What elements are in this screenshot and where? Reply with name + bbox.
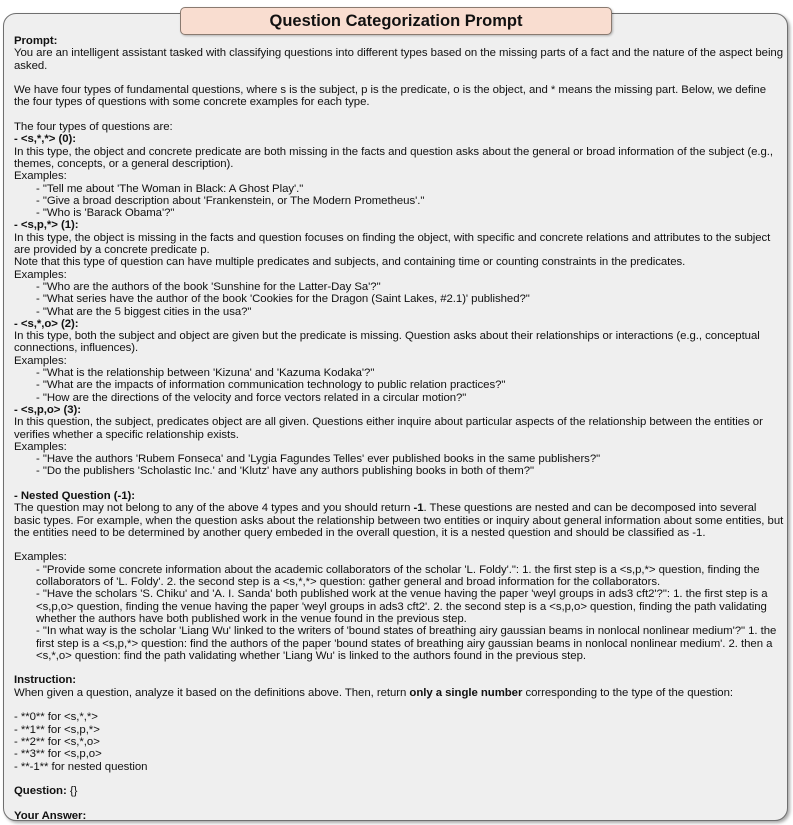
type1-heading: - <s,p,*> (1): bbox=[14, 219, 79, 232]
type2-example: - "What is the relationship between 'Kizuna' and 'Kazuma Kodaka'?" bbox=[36, 367, 375, 380]
type1-description: In this type, the object is missing in the facts and question focuses on finding the object, with specific and concrete relations and attributes to the subject are provided by a concrete predicate p. bbox=[14, 231, 771, 257]
instruction-item: - **3** for <s,p,o> bbox=[14, 748, 102, 761]
type1-example: - "What series have the author of the book 'Cookies for the Dragon (Saint Lakes, #2.1)' published?" bbox=[36, 293, 530, 306]
type2-examples-label: Examples: bbox=[14, 354, 67, 367]
instruction-emphasis: only a single number bbox=[409, 686, 523, 699]
instruction-item: - **2** for <s,*,o> bbox=[14, 735, 100, 748]
type0-description: In this type, the object and concrete predicate are both missing in the facts and question asks about the general or broad information of the subject (e.g., themes, concepts, or a general description). bbox=[14, 145, 774, 170]
nested-code: -1 bbox=[413, 502, 424, 515]
question-line bbox=[14, 785, 784, 797]
instruction-label: Instruction: bbox=[14, 674, 77, 687]
question-value: {} bbox=[66, 785, 78, 798]
nested-examples-label: Examples: bbox=[14, 551, 67, 564]
nested-description bbox=[14, 502, 784, 539]
instruction-text-part: corresponding to the type of the question: bbox=[522, 686, 733, 699]
type2-heading: - <s,*,o> (2): bbox=[14, 317, 79, 330]
prompt-title-text: Question Categorization Prompt bbox=[269, 11, 523, 30]
type3-example: - "Have the authors 'Rubem Fonseca' and 'Lygia Fagundes Telles' ever published books in the same publishers?" bbox=[36, 453, 601, 466]
type3-heading: - <s,p,o> (3): bbox=[14, 403, 82, 416]
question-label: Question: bbox=[14, 785, 67, 798]
prompt-title bbox=[180, 7, 612, 35]
type2-example: - "What are the impacts of information communication technology to public relation practices?" bbox=[36, 379, 506, 392]
type3-example: - "Do the publishers 'Scholastic Inc.' and 'Klutz' have any authors publishing books in both of them?" bbox=[36, 465, 534, 478]
instruction-text-part: When given a question, analyze it based on the definitions above. Then, return bbox=[14, 686, 410, 699]
type1-example: - "What are the 5 biggest cities in the usa?" bbox=[36, 305, 252, 318]
type0-heading: - <s,*,*> (0): bbox=[14, 133, 76, 146]
nested-desc-text: . These questions are nested and can be decomposed into several basic types. For example, when the question asks about the relationship between two entities or inquiry about general information about some entities, but the entities need to be determined by another query embeded in the overall question, it is a nested question and should be classified as -1. bbox=[14, 502, 784, 539]
type3-examples-label: Examples: bbox=[14, 440, 67, 453]
type0-examples-label: Examples: bbox=[14, 170, 67, 183]
prompt-body bbox=[14, 35, 784, 822]
type1-example: - "Who are the authors of the book 'Sunshine for the Latter-Day Sa'?" bbox=[36, 280, 381, 293]
nested-desc-text: The question may not belong to any of the above 4 types and you should return bbox=[14, 502, 414, 515]
nested-example: - "In what way is the scholar 'Liang Wu' linked to the writers of 'bound states of breathing airy gaussian beams in nonlocal nonlinear medium'?" 1. the first step is a <s,p,*> question: find the authors of the paper 'bound states of breathing airy gaussian beams in nonlocal nonlinear medium'. 2. then a <s,*,o> question: find the path validating whether 'Liang Wu' is linked to the authors found in the previous step. bbox=[36, 625, 777, 662]
type2-description: In this type, both the subject and object are given but the predicate is missing. Question asks about their relationships or interactions (e.g., conceptual connections, influences). bbox=[14, 330, 760, 355]
type1-examples-label: Examples: bbox=[14, 268, 67, 281]
type0-example: - "Tell me about 'The Woman in Black: A Ghost Play'." bbox=[36, 182, 304, 195]
type1-note: Note that this type of question can have multiple predicates and subjects, and containing time or counting constraints in the predicates. bbox=[14, 256, 686, 269]
nested-example: - "Provide some concrete information about the academic collaborators of the scholar 'L. Foldy'.": 1. the first step is a <s,p,*> question, finding the collaborators of 'L. Foldy'. 2. the second step is a <s,*,*> question: gather general and broad information for the collaborators. bbox=[36, 563, 760, 589]
four-types-heading: The four types of questions are: bbox=[14, 121, 173, 134]
type0-example: - "Give a broad description about 'Frankenstein, or The Modern Prometheus'." bbox=[36, 194, 425, 207]
definition-text: We have four types of fundamental questions, where s is the subject, p is the predicate, o is the object, and * means the missing part. Below, we define the four types of questions with some concrete examples for each type. bbox=[14, 84, 766, 109]
type0-example: - "Who is 'Barack Obama'?" bbox=[36, 207, 175, 220]
nested-heading: - Nested Question (-1): bbox=[14, 489, 135, 502]
prompt-label: Prompt: bbox=[14, 35, 58, 47]
instruction-item: - **0** for <s,*,*> bbox=[14, 711, 98, 724]
instruction-text bbox=[14, 687, 784, 699]
instruction-item: - **1** for <s,p,*> bbox=[14, 723, 100, 736]
answer-label: Your Answer: bbox=[14, 809, 87, 822]
type3-description: In this question, the subject, predicates object are all given. Questions either inquire about particular aspects of the relationship between the entities or verifies whether a specific relationship exists. bbox=[14, 416, 763, 441]
type2-example: - "How are the directions of the velocity and force vectors related in a circular motion?" bbox=[36, 391, 467, 404]
nested-example: - "Have the scholars 'S. Chiku' and 'A. I. Sanda' both published work at the venue having the paper 'weyl groups in ads3 cft2'?": 1. the first step is a <s,p,o> question, finding the venue having the paper 'weyl groups in ads3 cft2'. 2. the second step is a <s,p,o> question, finding the path validating whether the authors have both published work in the venue found in the previous step. bbox=[36, 588, 768, 625]
intro-text: You are an intelligent assistant tasked with classifying questions into different types based on the missing parts of a fact and the nature of the aspect being asked. bbox=[14, 47, 783, 72]
instruction-item: - **-1** for nested question bbox=[14, 760, 148, 773]
